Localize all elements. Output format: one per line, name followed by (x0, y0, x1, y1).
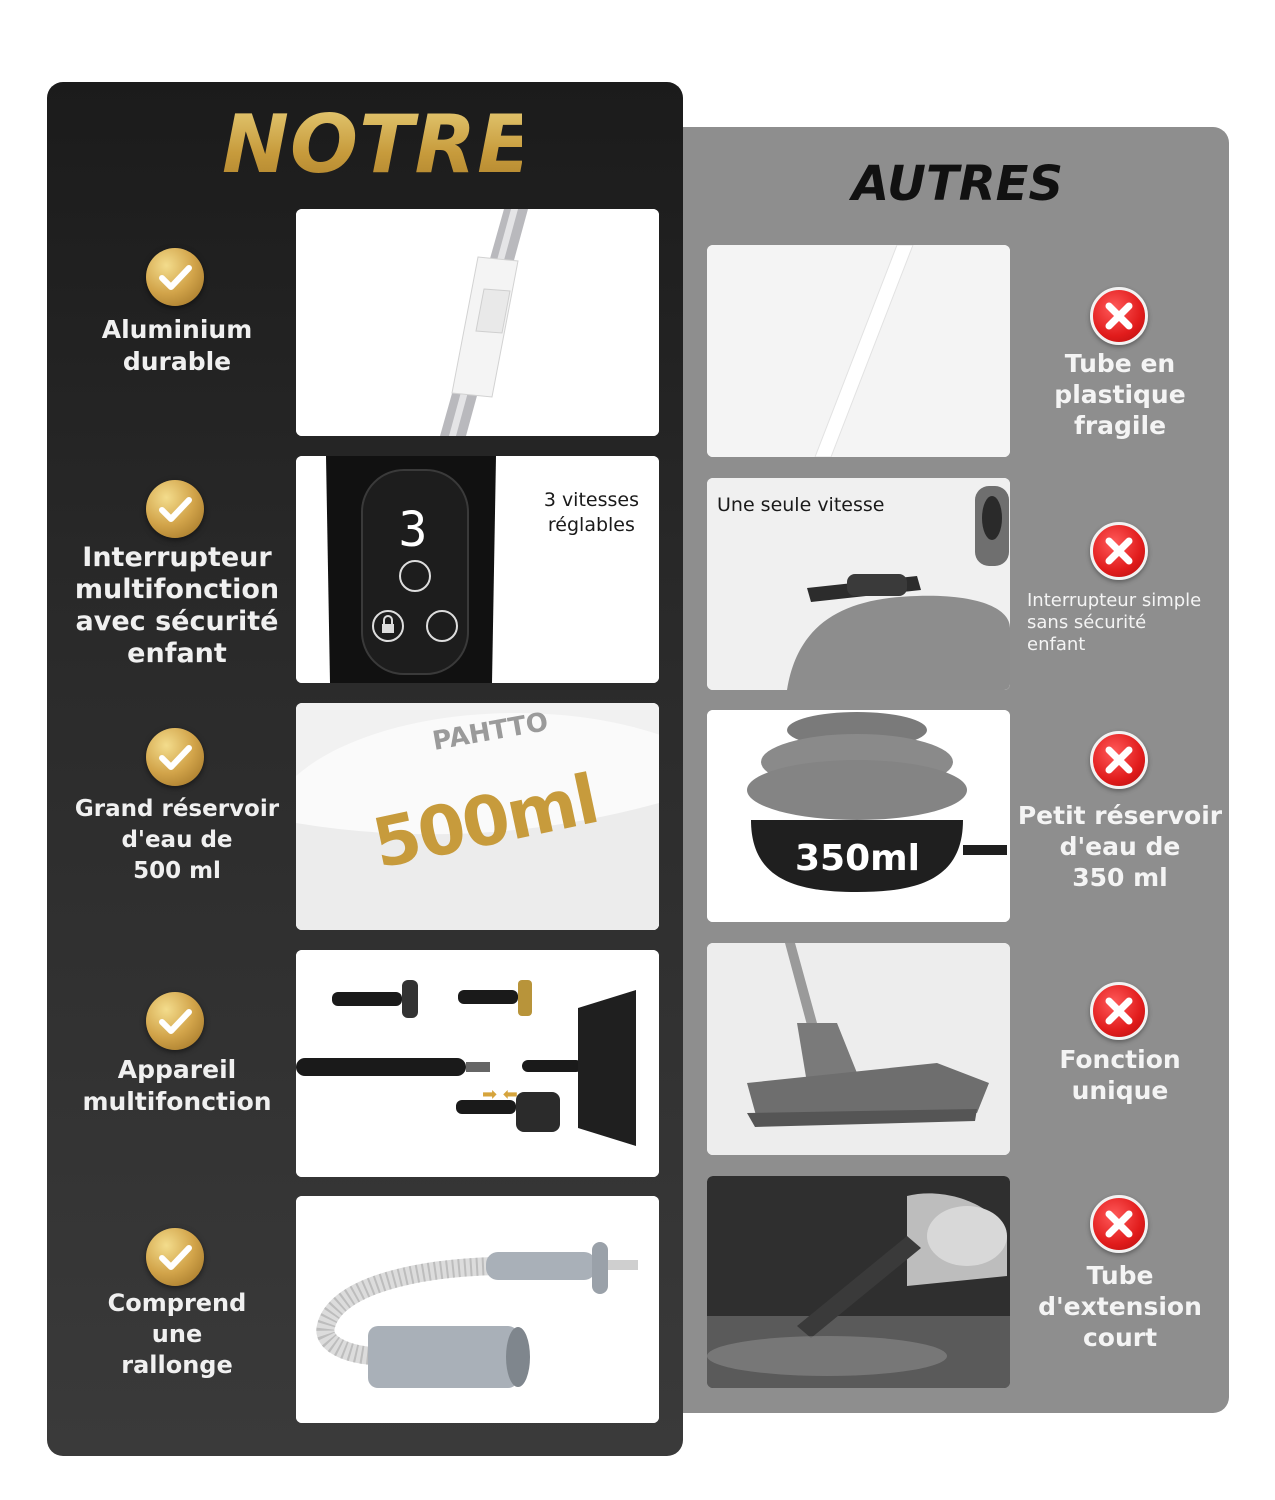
others-label-plastic-tube: Tube en plastique fragile (1054, 349, 1186, 440)
others-image-single-function (707, 943, 1010, 1155)
ours-label-reservoir: Grand réservoir d'eau de 500 ml (74, 796, 280, 884)
display-digit: 3 (398, 502, 428, 558)
check-icon (146, 480, 204, 538)
ours-label-switch: Interrupteur multifonction avec sécurité enfant (74, 542, 280, 669)
others-label-short-tube: Tube d'extension court (1038, 1261, 1202, 1352)
others-card-text-speed: Une seule vitesse (717, 494, 885, 516)
others-image-single-speed (707, 478, 1010, 690)
check-icon (146, 248, 204, 306)
others-title: AUTRES (852, 156, 1064, 212)
others-image-plastic-tube (707, 245, 1010, 457)
ours-image-500ml-tank (296, 703, 659, 930)
check-icon (146, 728, 204, 786)
others-image-350ml-tank (707, 710, 1010, 922)
ours-capacity-500ml: 500ml (366, 760, 604, 885)
others-capacity-350ml: 350ml (795, 838, 920, 879)
ours-card-text-speeds: 3 vitesses réglables (543, 489, 639, 536)
ours-label-aluminium: Aluminium durable (101, 315, 253, 376)
cross-icon (1090, 731, 1148, 789)
others-image-short-tube (707, 1176, 1010, 1388)
check-icon (146, 992, 204, 1050)
ours-image-accessories (296, 950, 659, 1177)
ours-image-aluminium-tube (296, 209, 659, 436)
others-label-simple-switch: Interrupteur simple sans sécurité enfant (1027, 590, 1202, 655)
check-icon (146, 1228, 204, 1286)
others-label-single-function: Fonction unique (1059, 1045, 1181, 1105)
brand-logo: PAHTTO (430, 707, 551, 757)
cross-icon (1090, 522, 1148, 580)
ours-label-extension: Comprend une rallonge (107, 1289, 247, 1379)
cross-icon (1090, 287, 1148, 345)
svg-text:➡ ⬅: ➡ ⬅ (482, 1084, 518, 1105)
ours-label-multifunction: Appareil multifonction (82, 1055, 272, 1116)
cross-icon (1090, 1195, 1148, 1253)
ours-image-extension-hose (296, 1196, 659, 1423)
others-label-small-reservoir: Petit réservoir d'eau de 350 ml (1017, 801, 1223, 892)
ours-title: NOTRE (222, 98, 522, 198)
cross-icon (1090, 982, 1148, 1040)
ours-image-control-panel (296, 456, 659, 683)
